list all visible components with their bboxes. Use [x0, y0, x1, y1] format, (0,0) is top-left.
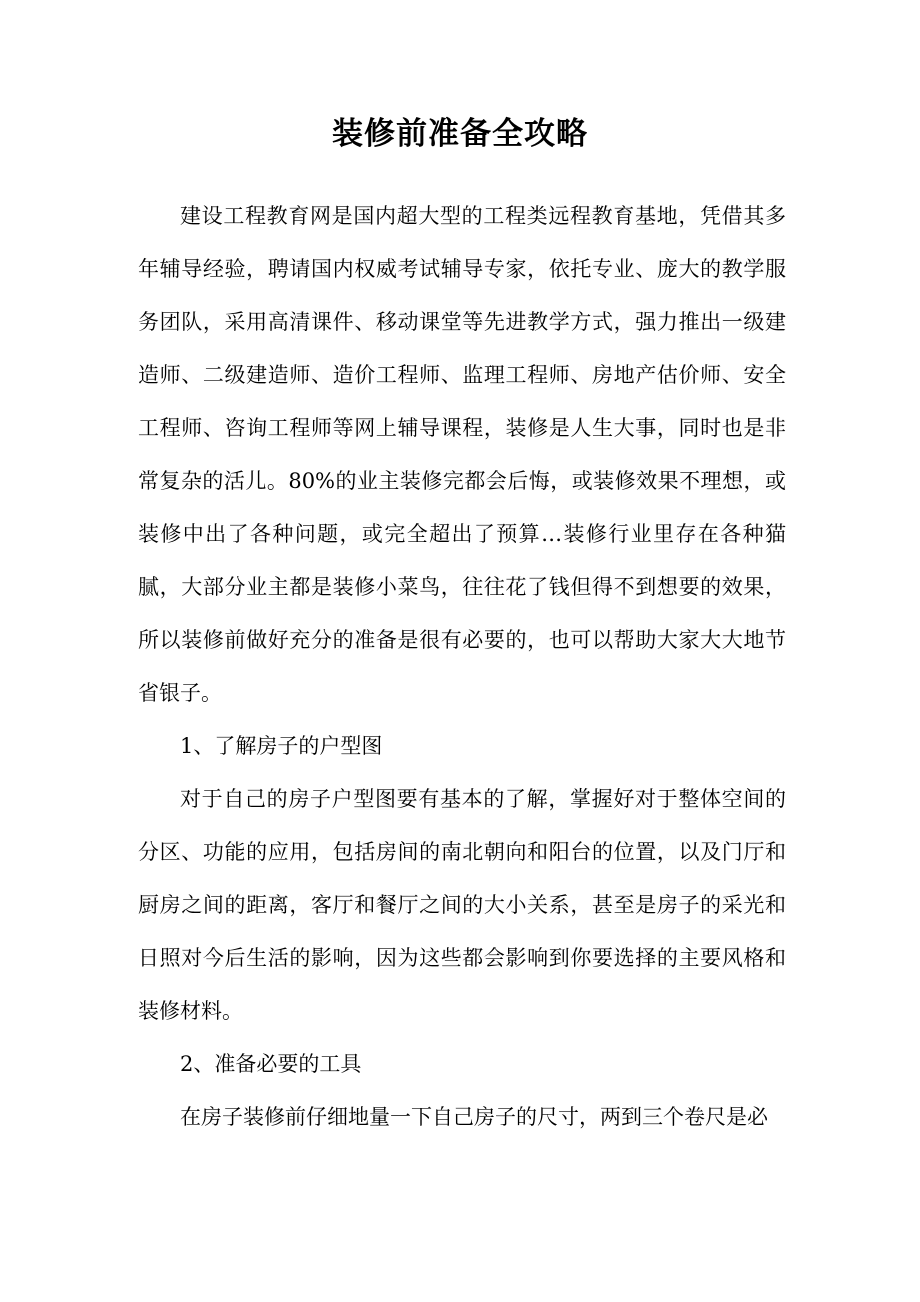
section-heading-1: 1、了解房子的户型图 — [180, 734, 383, 758]
page-title: 装修前准备全攻略 — [332, 116, 588, 152]
section-paragraph-1: 对于自己的房子户型图要有基本的了解，掌握好对于整体空间的分区、功能的应用，包括房间的南北朝向和阳台的位置，以及门厅和厨房之间的距离，客厅和餐厅之间的大小关系，甚至是房子的采光和日照对今后生活的影响，因为这些都会影响到你要选择的主要风格和装修材料。 — [138, 787, 786, 1023]
document-body — [138, 190, 786, 1144]
section-heading-2: 2、准备必要的工具 — [180, 1052, 362, 1076]
intro-paragraph: 建设工程教育网是国内超大型的工程类远程教育基地，凭借其多年辅导经验，聘请国内权威考试辅导专家，依托专业、庞大的教学服务团队，采用高清课件、移动课堂等先进教学方式，强力推出一级建造师、二级建造师、造价工程师、监理工程师、房地产估价师、安全工程师、咨询工程师等网上辅导课程，装修是人生大事，同时也是非常复杂的活儿。80%的业主装修完都会后悔，或装修效果不理想，或装修中出了各种问题，或完全超出了预算…装修行业里存在各种猫腻，大部分业主都是装修小菜鸟，往往花了钱但得不到想要的效果，所以装修前做好充分的准备是很有必要的，也可以帮助大家大大地节省银子。 — [138, 204, 786, 705]
section-paragraph-2: 在房子装修前仔细地量一下自己房子的尺寸，两到三个卷尺是必 — [180, 1105, 768, 1129]
